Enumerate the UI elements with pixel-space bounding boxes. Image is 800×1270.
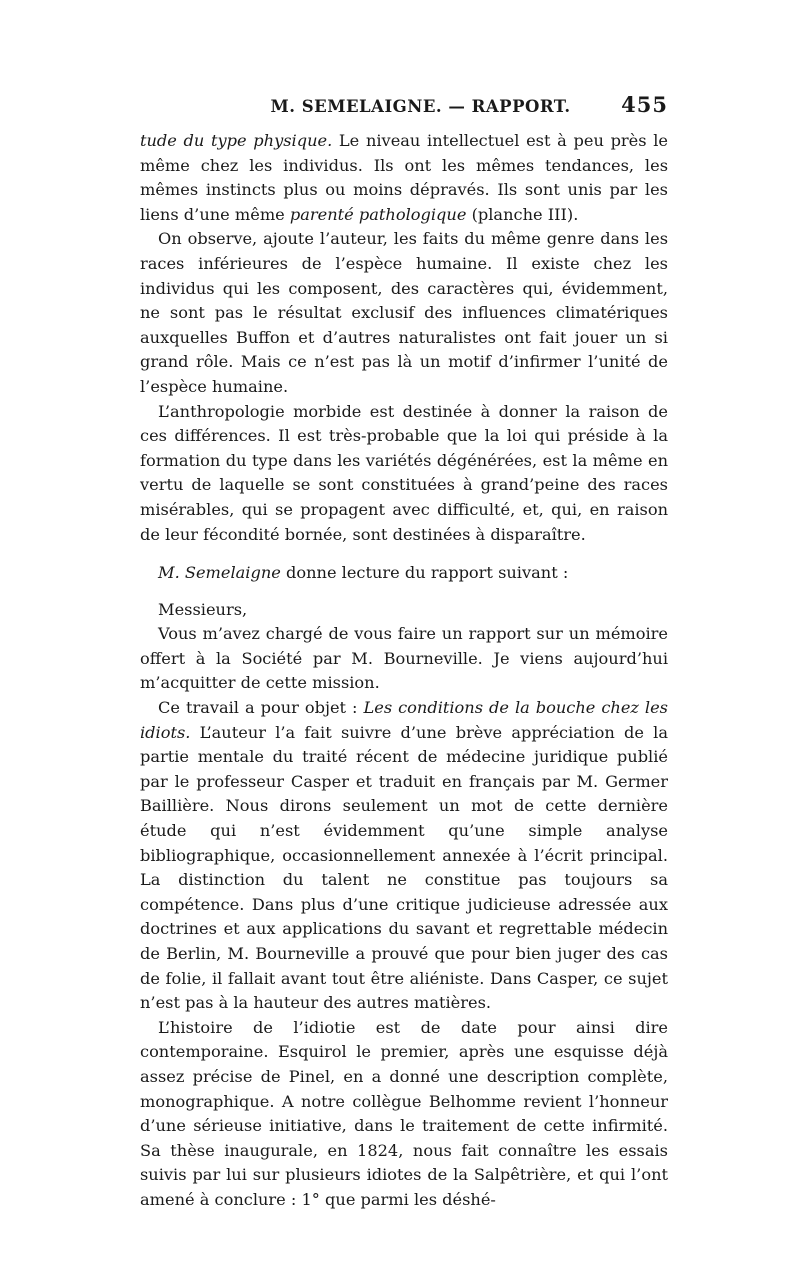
paragraph: [140, 1016, 668, 1213]
text-run: donne lecture du rapport suivant :: [280, 563, 569, 583]
text-run: L’histoire de l’idiotie est de date pour ainsi dire contemporaine. Esquirol le premier, après une esquisse déjà assez précise de Pinel, en a donné une description complète, monographique. A notre collègue Belhomme revient l’honneur d’une sérieuse initiative, dans le traitement de cette infirmité. Sa thèse inaugurale, en 1824, nous fait connaître les essais suivis par lui sur plusieurs idiotes de la Salpêtrière, et qui l’ont amené à conclure : 1° que parmi les déshé-: [140, 1017, 668, 1209]
paragraph: [140, 622, 668, 696]
paragraph: [140, 598, 668, 623]
text-run: Messieurs,: [158, 599, 248, 619]
italic-text: M. Semelaigne: [158, 563, 281, 583]
text-run: L’anthropologie morbide est destinée à donner la raison de ces différences. Il est très-probable que la loi qui préside à la formation du type dans les variétés dégénérées, est la même en vertu de laquelle se sont constituées à grand’peine des races misérables, qui se propagent avec difficulté, et, qui, en raison de leur fécondité bornée, sont destinées à disparaître.: [140, 401, 668, 544]
page-header: [140, 92, 668, 122]
text-run: Vous m’avez chargé de vous faire un rapport sur un mémoire offert à la Société par M. Bourneville. Je viens aujourd’hui m’acquitter de cette mission.: [140, 624, 668, 693]
paragraph: [140, 696, 668, 1016]
body-text: [140, 129, 668, 1213]
paragraph: [140, 400, 668, 548]
text-run: Ce travail a pour objet :: [158, 698, 364, 718]
text-run: (planche III).: [466, 204, 579, 224]
text-run: On observe, ajoute l’auteur, les faits du même genre dans les races inférieures de l’espèce humaine. Il existe chez les individus qui les composent, des caractères qui, évidemment, ne sont pas le résultat exclusif des influences climatériques auxquelles Buffon et d’autres naturalistes ont fait jouer un si grand rôle. Mais ce n’est pas là un motif d’infirmer l’unité de l’espèce humaine.: [140, 229, 668, 396]
italic-text: tude du type physique.: [140, 131, 333, 150]
book-page: [140, 92, 668, 1213]
italic-text: Les conditions de la bouche chez les idiots.: [140, 698, 668, 742]
page-number: 455: [621, 92, 668, 117]
running-title: M. SEMELAIGNE. — RAPPORT.: [270, 97, 571, 116]
italic-text: parenté pathologique: [289, 204, 467, 224]
text-run: L’auteur l’a fait suivre d’une brève appréciation de la partie mentale du traité récent de médecine juridique publié par le professeur Casper et traduit en français par M. Germer Baillière. Nous dirons seulement un mot de cette dernière étude qui n’est évidemment qu’une simple analyse bibliographique, occasionnellement annexée à l’écrit principal. La distinction du talent ne constitue pas toujours sa compétence. Dans plus d’une critique judicieuse adressée aux doctrines et aux applications du savant et regrettable médecin de Berlin, M. Bourneville a prouvé que pour bien juger des cas de folie, il fallait avant tout être aliéniste. Dans Casper, ce sujet n’est pas à la hauteur des autres matières.: [140, 722, 668, 1013]
paragraph: [140, 227, 668, 399]
text-run: Le niveau intellectuel est à peu près le même chez les individus. Ils ont les mêmes tendances, les mêmes instincts plus ou moins dépravés. Ils sont unis par les liens d’une même: [140, 131, 668, 224]
paragraph: [140, 129, 668, 227]
paragraph: [140, 561, 668, 586]
